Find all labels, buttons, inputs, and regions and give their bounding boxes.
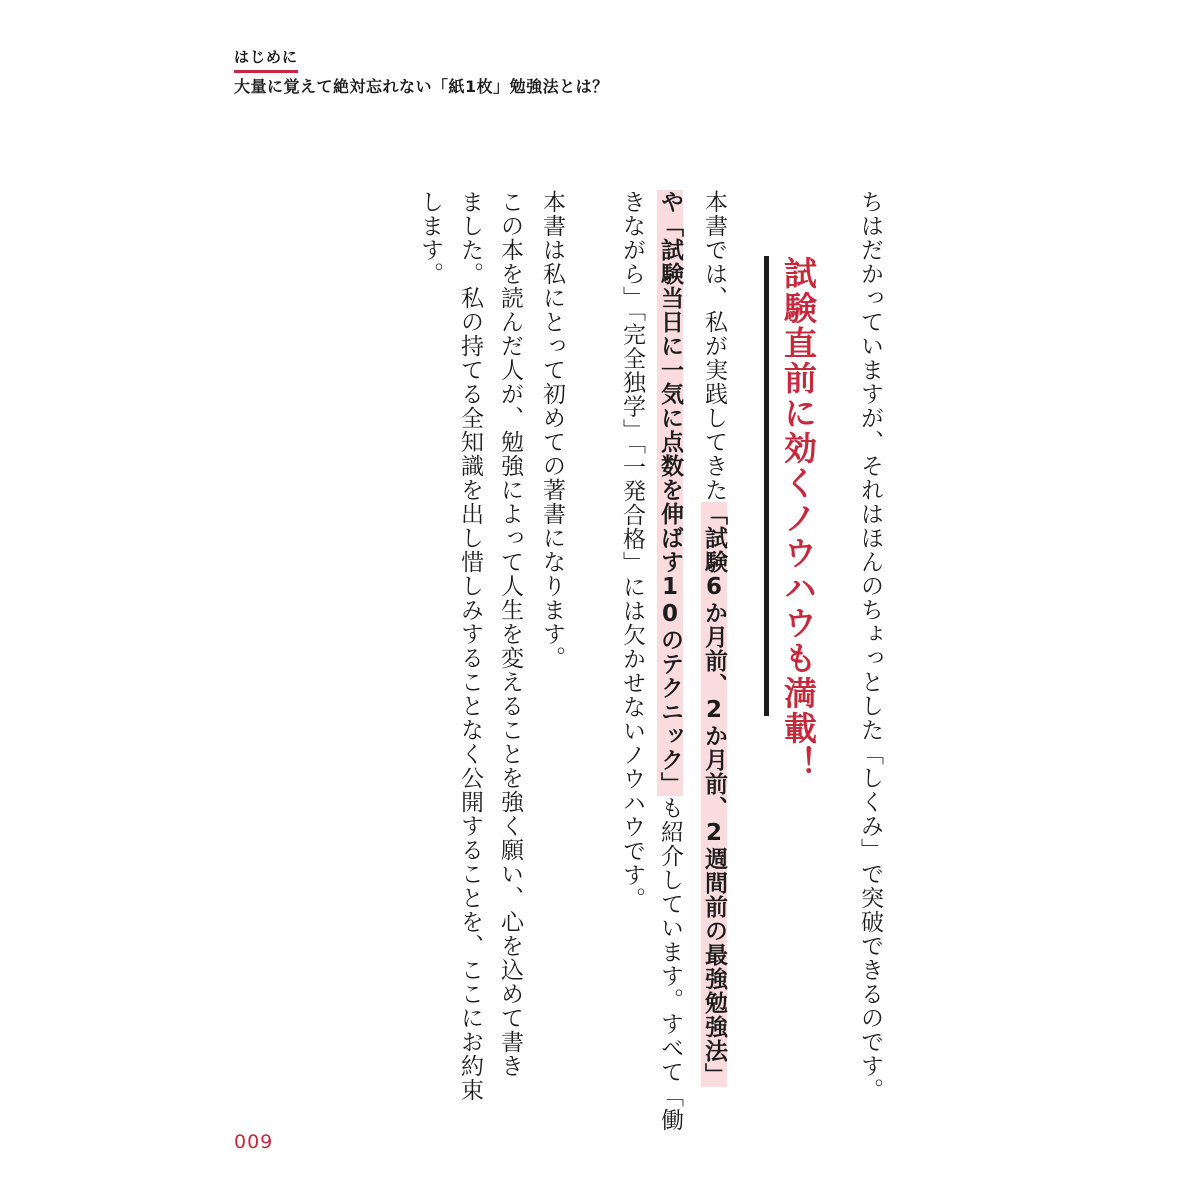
body-column-2a xyxy=(698,190,730,1087)
section-heading: 試験直前に効くノウハウも満載！ xyxy=(764,256,821,716)
body-column-1: ちはだかっていますが、それはほんのちょっとした「しくみ」で突破できるのです。 xyxy=(857,190,883,1102)
body-column-6: ました。私の持てる全知識を出し惜しみすることなく公開することを、ここにお約束 xyxy=(457,190,483,1102)
body-column-4: 本書は私にとって初めての著書になります。 xyxy=(539,190,565,670)
highlight-6month-method: 「試験6か月前、2か月前、2週間前の最強勉強法」 xyxy=(701,502,727,1087)
header-section-label: はじめに xyxy=(234,48,298,73)
body-column-2b xyxy=(654,190,686,1132)
header-title: 大量に覚えて絶対忘れない「紙1枚」勉強法とは？ xyxy=(234,77,609,96)
body-column-7: します。 xyxy=(417,190,443,286)
body-column-5: この本を読んだ人が、勉強によって人生を変えることを強く願い、心を込めて書き xyxy=(497,190,523,1078)
body-column-2a-text: 本書では、私が実践してきた xyxy=(701,190,727,502)
highlight-ya: や xyxy=(657,190,683,214)
body-column-2b-text: も紹介しています。すべて「働 xyxy=(657,796,683,1132)
body-column-3: きながら」「完全独学」「一発合格」には欠かせないノウハウです。 xyxy=(619,190,645,911)
page-number: 009 xyxy=(234,1131,274,1153)
highlight-exam-day-technique: 「試験当日に一気に点数を伸ばす10のテクニック」 xyxy=(657,214,683,796)
